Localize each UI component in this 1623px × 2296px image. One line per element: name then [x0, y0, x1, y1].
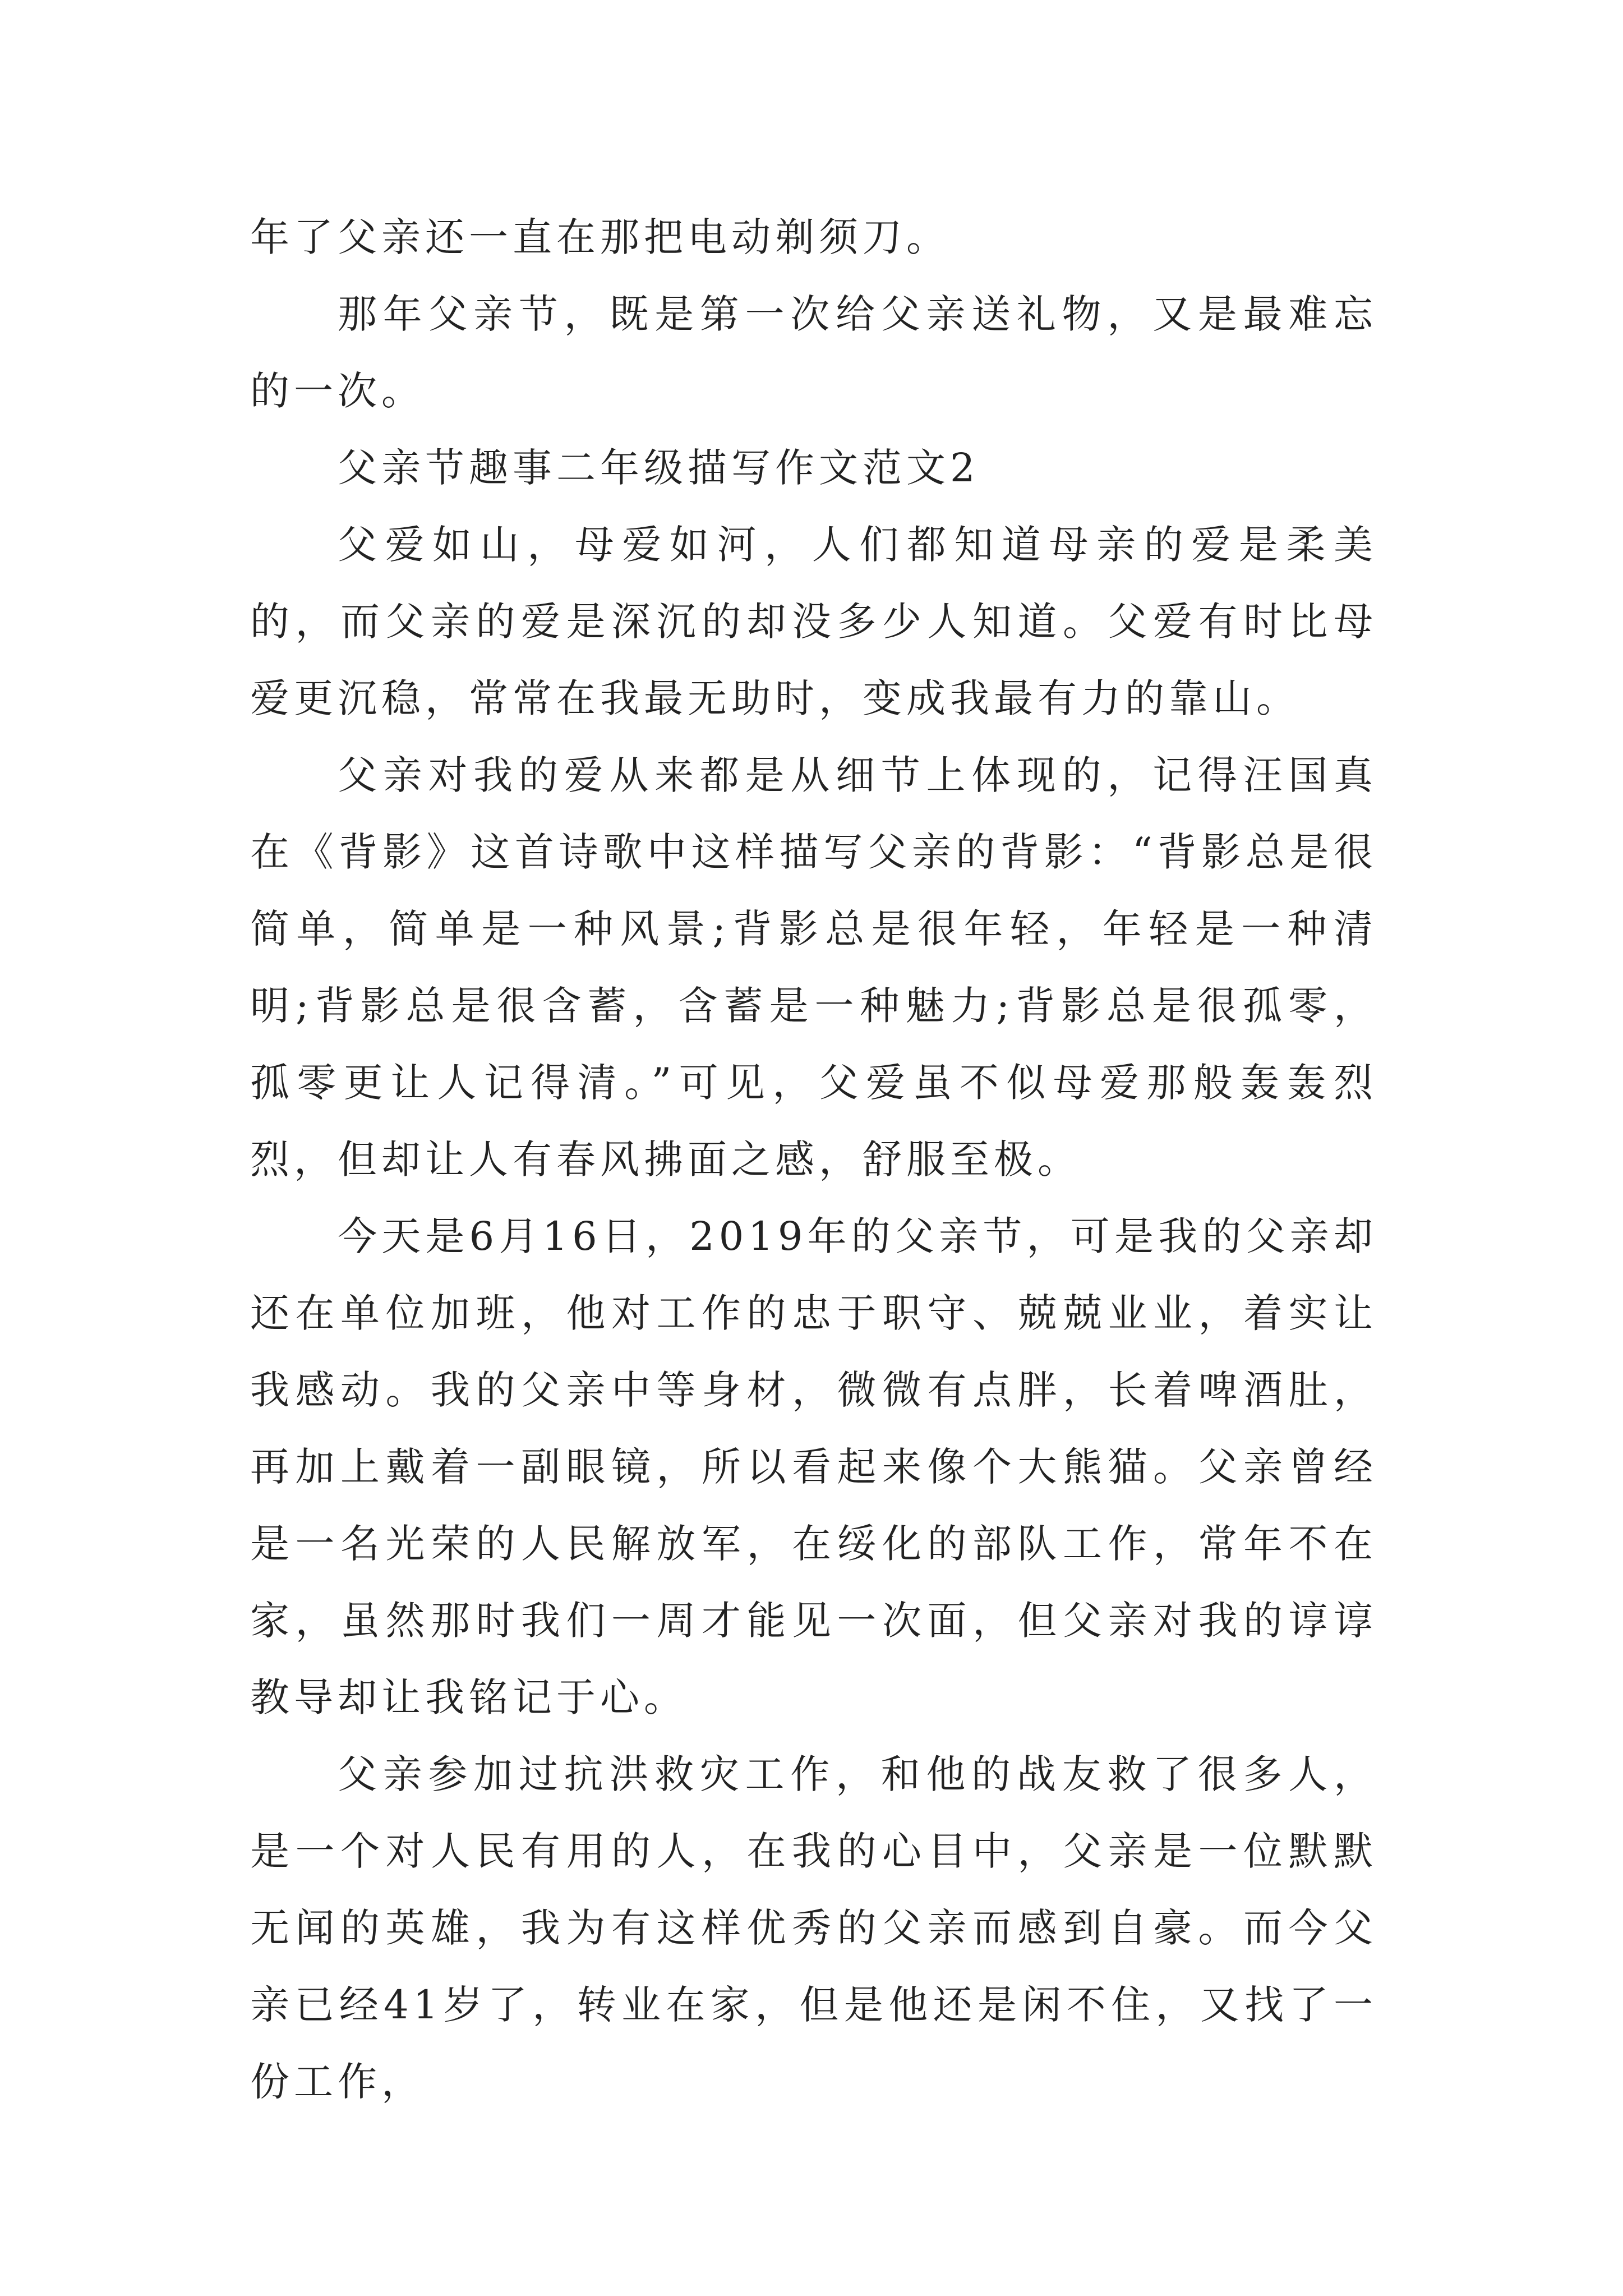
paragraph-6: 父亲参加过抗洪救灾工作，和他的战友救了很多人，是一个对人民有用的人，在我的心目中，父亲是一位默默无闻的英雄，我为有这样优秀的父亲而感到自豪。而今父亲已经41岁了，转业在家，但是他还是闲不住，又找了一份工作，: [250, 1751, 1377, 2105]
paragraph-5: 今天是6月16日，2019年的父亲节，可是我的父亲却还在单位加班，他对工作的忠于职守、兢兢业业，着实让我感动。我的父亲中等身材，微微有点胖，长着啤酒肚，再加上戴着一副眼镜，所以看起来像个大熊猫。父亲曾经是一名光荣的人民解放军，在绥化的部队工作，常年不在家，虽然那时我们一周才能见一次面，但父亲对我的谆谆教导却让我铭记于心。: [250, 1213, 1377, 1720]
paragraph-3: 父爱如山，母爱如河，人们都知道母亲的爱是柔美的，而父亲的爱是深沉的却没多少人知道。父爱有时比母爱更沉稳，常常在我最无助时，变成我最有力的靠山。: [250, 522, 1377, 721]
section-title: 父亲节趣事二年级描写作文范文2: [338, 445, 980, 491]
document-body: [250, 199, 1377, 2120]
paragraph-2: 那年父亲节，既是第一次给父亲送礼物，又是最难忘的一次。: [250, 291, 1377, 414]
paragraph-4: 父亲对我的爱从来都是从细节上体现的，记得汪国真在《背影》这首诗歌中这样描写父亲的背影：“背影总是很简单，简单是一种风景;背影总是很年轻，年轻是一种清明;背影总是很含蓄，含蓄是一种魅力;背影总是很孤零，孤零更让人记得清。”可见，父爱虽不似母爱那般轰轰烈烈，但却让人有春风拂面之感，舒服至极。: [250, 752, 1377, 1182]
paragraph-1: 年了父亲还一直在那把电动剃须刀。: [250, 214, 950, 260]
